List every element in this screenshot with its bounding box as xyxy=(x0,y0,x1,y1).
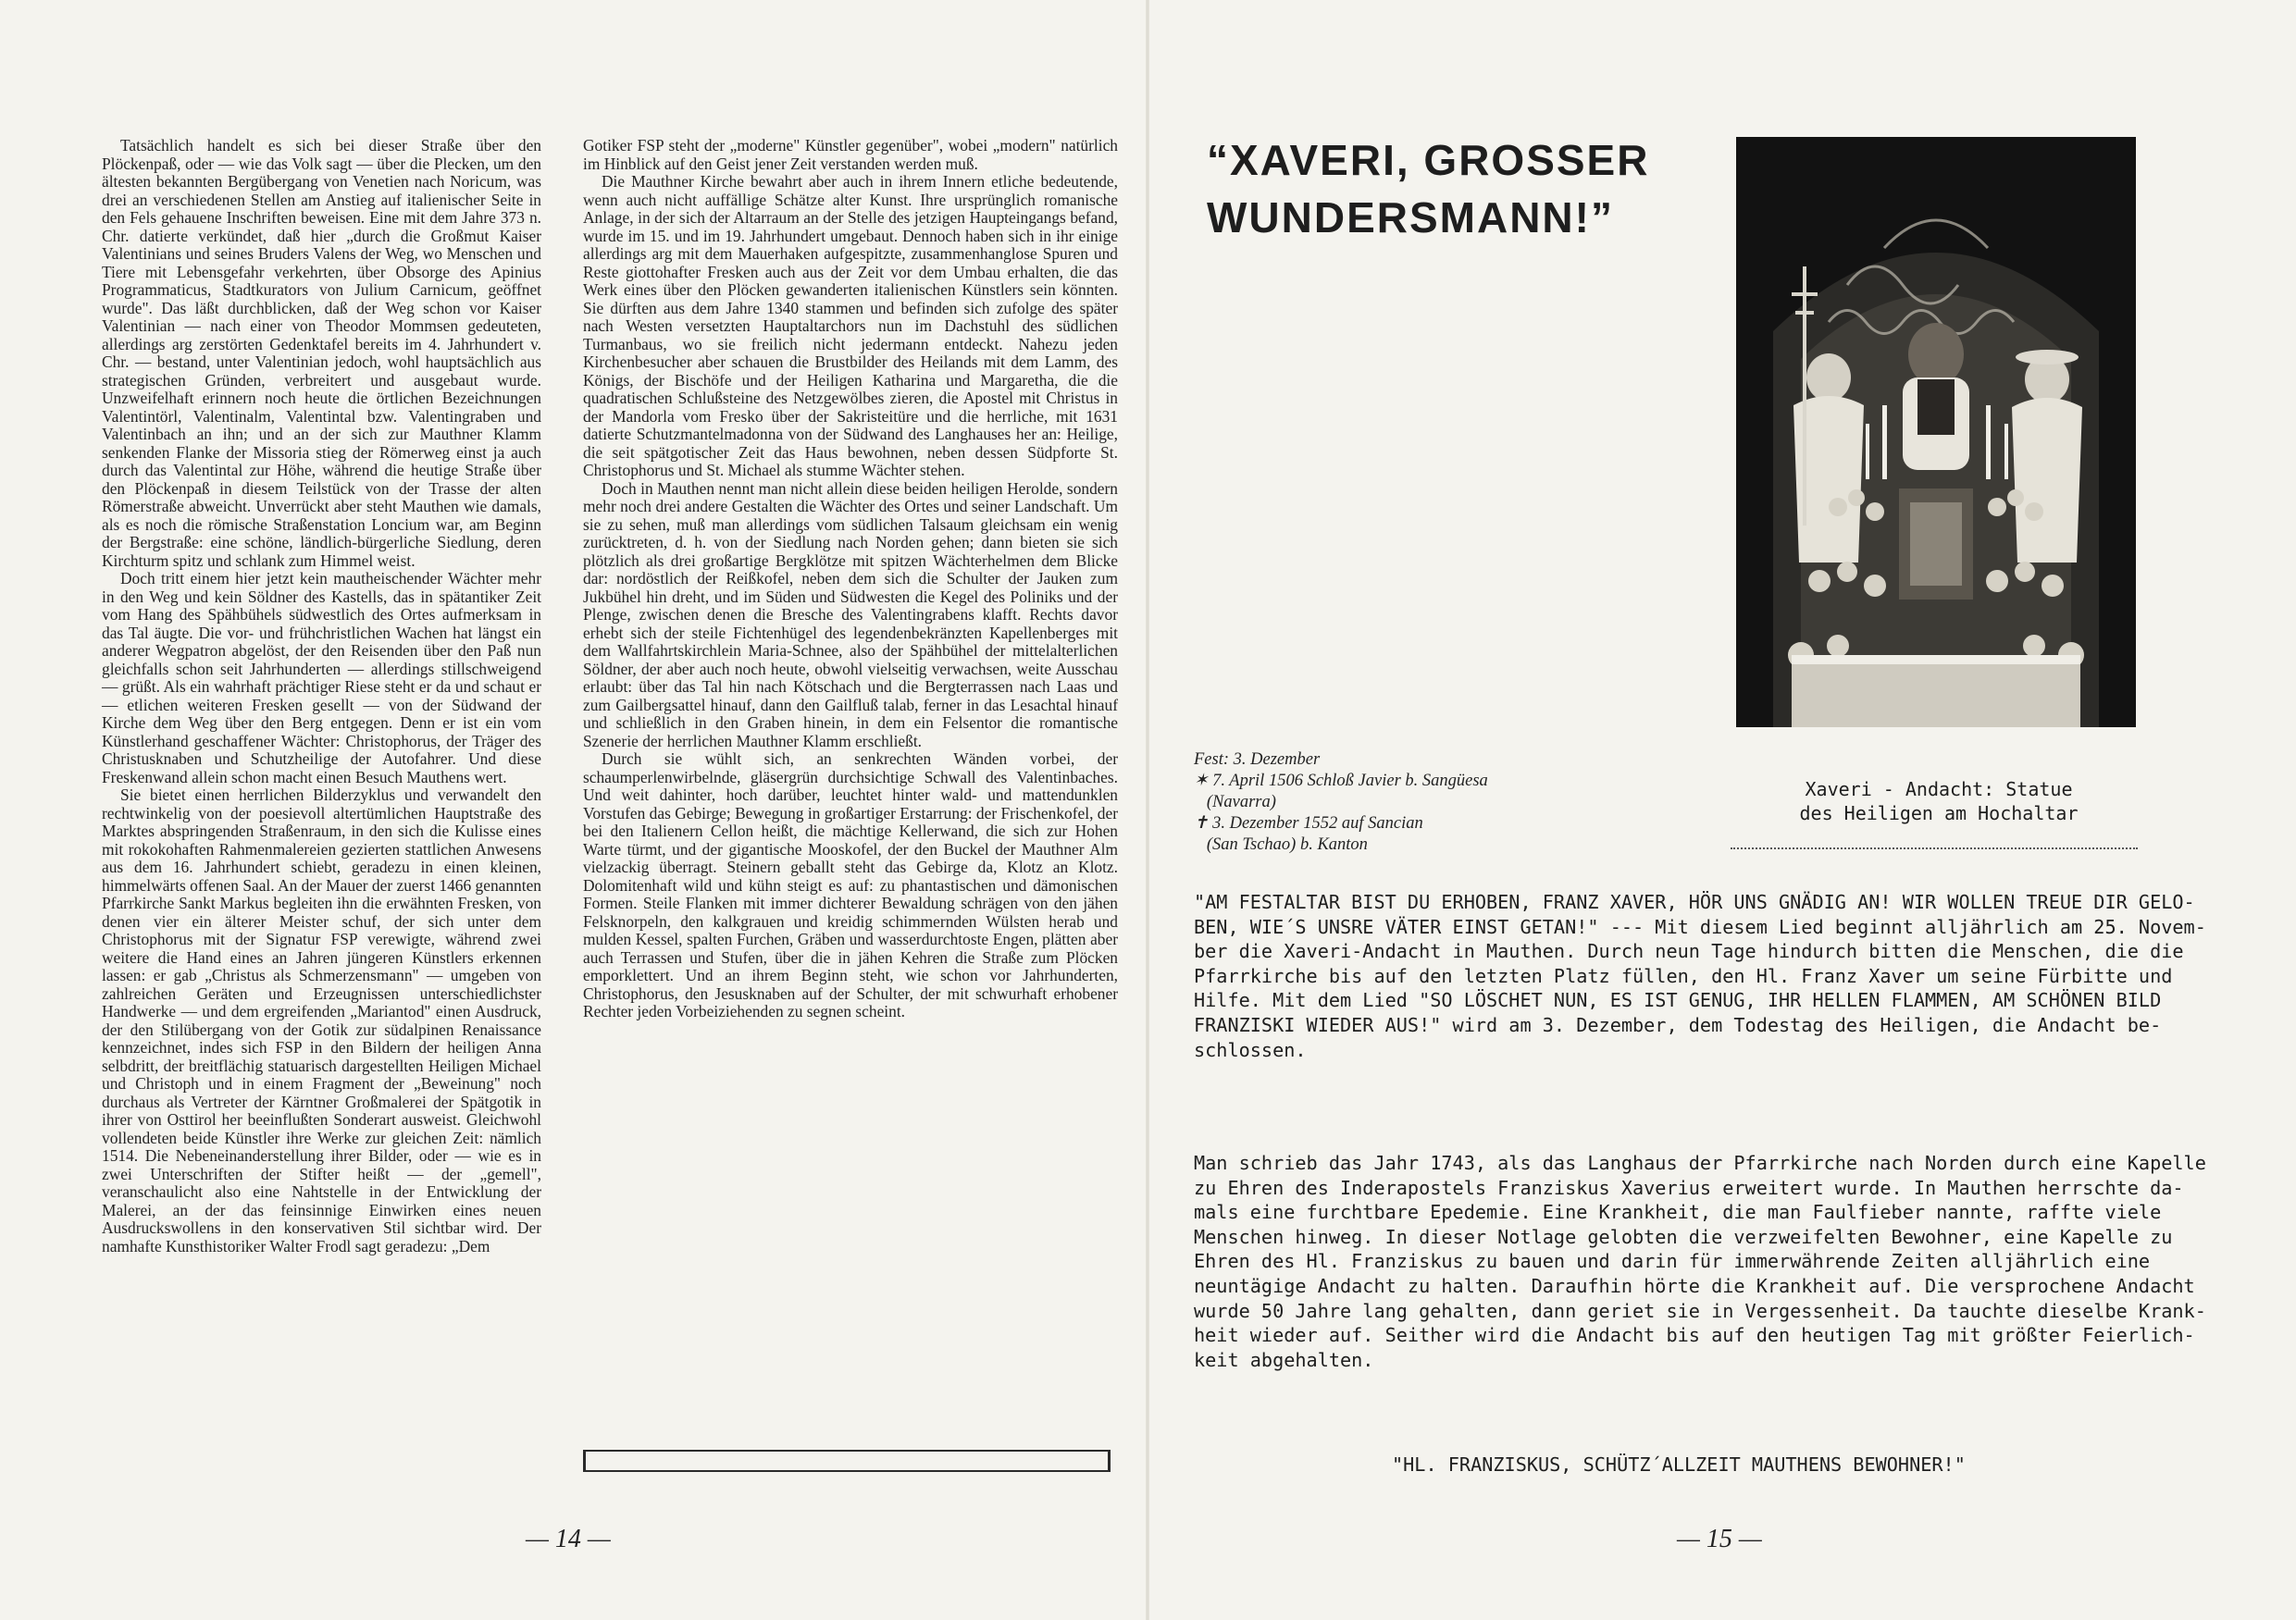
caption-line: Xaveri - Andacht: Statue xyxy=(1805,778,2073,800)
left-page xyxy=(0,0,1146,1620)
paragraph: Tatsächlich handelt es sich bei dieser Straße über den Plöckenpaß, oder — wie das Volk sagt — über die Plecken, um den ältesten bekannten Bergübergang von Venetien nach Noricum, was drei an verschiedenen Stellen am Anstieg auf italienischer Seite in den Fels gehauene Inschriften beweisen. Eine mit dem Jahre 373 n. Chr. datierte verkündet, daß hier „durch die Großmut Kaiser Valentinians und seines Bruders Valens der Weg, wo Menschen und Tiere mit Lebensgefahr verkehrten, über Obsorge des Apinius Programmaticus, Stadtkurators von Julium Carnicum, geöffnet wurde". Das läßt durchblicken, daß der Weg schon vor Kaiser Valentinian — nach einer von Theodor Mommsen gedeuteten, allerdings arg zerstörten Gedenktafel bereits im 4. Jahrhundert v. Chr. — bestand, unter Valentinian jedoch, wohl hauptsächlich aus strategischen Gründen, verbreitert und ausgebaut wurde. Unzweifelhaft erinnern noch heute die örtlichen Bezeichnungen Valentintörl, Valentinalm, Valentintal bzw. Valentingraben und Valentinbach an ihn; und an der sich zur Mauthner Klamm senkenden Flanke der Missoria stieg der Römerweg einst ja auch durch das Valentintal zur Höhe, während die heutige Straße über den Plöckenpaß in diesem Teilstück von der Trasse der alten Römerstraße abweicht. Unverrückt aber steht Mauthen wie damals, als es noch die römische Straßenstation Loncium war, am Beginn der Bergstraße: eine schöne, ländlich-bürgerliche Siedlung, deren Kirchturm spitz und schlank zum Himmel weist. xyxy=(102,136,541,570)
feast-line: Fest: 3. Dezember xyxy=(1194,750,1321,769)
paragraph: Doch tritt einem hier jetzt kein mautheischender Wächter mehr in den Weg und kein Söldner des Kastells, das in spätantiker Zeit vom Hang des Spähbühels südwestlich des Ortes aufmerksam in das Tal äugte. Die vor- und frühchristlichen Wachen hat längst ein anderer Wegpatron abgelöst, der den Reisenden über den Paß nun gleichfalls schon seit Jahrhunderten — allerdings stillschweigend — grüßt. Als ein wahrhaft prächtiger Riese steht er da und schaut er — etlichen weiteren Fresken gesellt — von der Südwand der Kirche dem Weg über den Berg entgegen. Denn er ist ein vom Künstlerhand geschaffener Wächter: Christophorus, der Träger des Christusknaben und Schutzheilige der Autofahrer. Und diese Freskenwand allein schon macht einen Besuch Mauthens wert. xyxy=(102,569,541,786)
right-page xyxy=(1149,0,2296,1620)
altar-photo xyxy=(1736,137,2136,727)
text-line: schlossen. xyxy=(1194,1038,1307,1061)
text-line: "HL. FRANZISKUS, SCHÜTZ´ALLZEIT MAUTHENS BEWOHNER!" xyxy=(1392,1453,1966,1476)
text-line: Menschen hinweg. In dieser Notlage gelobten die verzweifelten Bewohner, eine Kapelle zu xyxy=(1194,1225,2173,1248)
caption-divider xyxy=(1731,847,2138,851)
text-line: zu Ehren des Inderapostels Franziskus Xaverius erweitert wurde. In Mauthen herrschte da- xyxy=(1194,1176,2184,1199)
ornamental-divider xyxy=(583,1450,1111,1472)
text-line: Ehren des Hl. Franziskus zu bauen und darin für immerwährende Zeiten alljährlich eine xyxy=(1194,1250,2151,1273)
photo-caption xyxy=(1740,777,2138,825)
text-line: mals eine furchtbare Epedemie. Eine Krankheit, die man Faulfieber nannte, raffte viele xyxy=(1194,1201,2162,1224)
closing-prayer xyxy=(1392,1453,2296,1478)
article-headline xyxy=(1207,131,1650,246)
text-line: heit wieder auf. Seither wird die Andacht bis auf den heutigen Tag mit größter Feierlich- xyxy=(1194,1324,2195,1347)
paragraph: Gotiker FSP steht der „moderne" Künstler gegenüber", wobei „modern" natürlich im Hinblick auf den Geist jener Zeit verstanden werden muß. xyxy=(583,136,1118,173)
paragraph: Sie bietet einen herrlichen Bilderzyklus und verwandelt den rechtwinkelig von der poesievoll altertümlichen Hauptstraße des Marktes abspringenden Straßenraum, in den sich die Kulisse eines mit rokokohaften Rahmenmalereien gezierten stattlichen Anwesens aus dem 16. Jahrhundert schiebt, geradezu in einen kleinen, himmelwärts offenen Saal. An der Mauer der zuerst 1466 genannten Pfarrkirche Sankt Markus begleiten ihn die erwähnten Fresken, von denen vier ein älterer Meister schuf, der sich unter dem Christophorus mit der Signatur FSP verewigte, während zwei weitere die Hand eines an Jahren jüngeren Künstlers erkennen lassen: er gab „Christus als Schmerzensmann" — umgeben von zahlreichen Geräten und Erzeugnissen unterschiedlichster Handwerke — und dem ergreifenden „Mariantod" einen Ausdruck, der den Stilübergang von der Gotik zur südalpinen Renaissance kennzeichnet, indes sich FSP in den Bildern der heiligen Anna selbdritt, der breitflächig statuarisch dargestellten Heiligen Michael und Christoph und in einem Fragment der „Beweinung" noch durchaus als Vertreter der Kärntner Großmalerei der Spätgotik in ihrer von Osttirol her beeinflußten Sonderart ausweist. Gleichwohl vollendeten beide Künstler ihre Werke zur gleichen Zeit: nämlich 1514. Die Nebeneinanderstellung ihrer Bilder, oder — wie es in zwei Unterschriften der Stifter heißt — der „gemell", veranschaulicht also eine Nahtstelle in der Entwicklung der Malerei, an der das feinsinnige Einwirken eines neuen Ausdruckswollens in den konservativen Stil sichtbar wird. Der namhafte Kunsthistoriker Walter Frodl sagt geradezu: „Dem xyxy=(102,785,541,1255)
paragraph: Die Mauthner Kirche bewahrt aber auch in ihrem Innern etliche bedeutende, wenn auch nicht auffällige Schätze alter Kunst. Ihre ursprünglich romanische Anlage, in der sich der Altarraum an der Stelle des jetzigen Haupteingangs befand, wurde im 15. und im 19. Jahrhundert umgebaut. Dennoch haben sich in ihr einige allerdings arg mit dem Mauerhaken aufgespitzte, zusammenhanglose Spuren und Reste giottohafter Fresken auch aus der Zeit vor dem Umbau erhalten, die das Werk eines über den Plöcken gewanderten italienischen Künstlers sein könnten. Sie dürften aus dem Jahre 1340 stammen und befinden sich zufolge des später nach Westen versetzten Hauptaltarchors nun im Dachstuhl des südlichen Turmanbaus, wo sie freilich nicht jedermann entdeckt. Nahezu jeden Kirchenbesucher aber schauen die Brustbilder des Heilands mit dem Lamm, des Königs, der Bischöfe und der Heiligen Katharina und Margaretha, die die quadratischen Schlußsteine des Netzgewölbes zieren, die Apostel mit Christus in der Mandorla vom Fresko über der Sakristeitüre und die herrliche, mit 1631 datierte Schutzmantelmadonna von der Südwand des Langhauses her an: Heilige, die seit spätgotischer Zeit das Haus bewohnen, neben dessen Südpforte St. Christophorus und St. Michael als stumme Wächter stehen. xyxy=(583,172,1118,479)
text-line: Man schrieb das Jahr 1743, als das Langhaus der Pfarrkirche nach Norden durch eine Kapelle xyxy=(1194,1152,2206,1174)
body-paragraph-1 xyxy=(1194,890,2258,1062)
left-column xyxy=(102,137,541,1255)
body-paragraph-2 xyxy=(1194,1151,2258,1372)
text-line: ber die Xaveri-Andacht in Mauthen. Durch neun Tage hindurch bitten die Menschen, die die xyxy=(1194,940,2184,963)
feast-line: ✶ 7. April 1506 Schloß Javier b. Sangüesa xyxy=(1194,772,1488,790)
caption-line: des Heiligen am Hochaltar xyxy=(1799,802,2079,824)
headline-line: WUNDERSMANN!” xyxy=(1207,193,1614,241)
headline-line: “XAVERI, GROSSER xyxy=(1207,136,1650,184)
feast-line: (Navarra) xyxy=(1194,793,1276,811)
text-line: neuntägige Andacht zu halten. Daraufhin hörte die Krankheit auf. Die versprochene Andacht xyxy=(1194,1274,2195,1297)
text-line: keit abgehalten. xyxy=(1194,1348,1374,1371)
right-column xyxy=(583,137,1118,1021)
text-line: FRANZISKI WIEDER AUS!" wird am 3. Dezember, dem Todestag des Heiligen, die Andacht be- xyxy=(1194,1013,2162,1036)
paragraph: Durch sie wühlt sich, an senkrechten Wänden vorbei, der schaumperlenwirbelnde, gläsergrün durchsichtige Schwall des Valentinbaches. Und weit dahinter, hoch darüber, leuchtet hinter wald- und mattendunklen Vorstufen das Gebirge; Bewegung in großartiger Erstarrung: der Frischenkofel, der bei den Italienern Cellon heißt, die mächtige Kellerwand, die sich zur Hohen Warte türmt, und der gigantische Mooskofel, der den Buckel der Mauthner Alm vielzackig überragt. Steinern geballt steht das Gebirge da, Klotz an Klotz. Dolomitenhaft wild und kühn steigt es auf: zu phantastischen und dämonischen Formen. Steile Flanken mit immer dichterer Bewaldung schrägen von den jähen Felsknorpeln, den kalkgrauen und kreidig schimmernden Wülsten herab und mulden Kessel, spalten Furchen, Gräben und wasserdurchtoste Engen, plätten aber auch Terrassen und Stufen, über die in jähen Kehren die Straße zum Plöcken emporklettert. Und an ihrem Beginn steht, wie schon vor Jahrhunderten, Christophorus, den Jesusknaben auf der Schulter, der mit schwurhaft erhobener Rechter jeden Vorbeiziehenden zu segnen scheint. xyxy=(583,749,1118,1020)
feast-info xyxy=(1194,749,1508,856)
page-number: — 15 — xyxy=(1677,1525,1762,1553)
text-line: "AM FESTALTAR BIST DU ERHOBEN, FRANZ XAVER, HÖR UNS GNÄDIG AN! WIR WOLLEN TREUE DIR GELO- xyxy=(1194,891,2195,913)
paragraph: Doch in Mauthen nennt man nicht allein diese beiden heiligen Herolde, sondern mehr noch drei andere Gestalten die Wächter des Ortes und seiner Landschaft. Um sie zu sehen, muß man allerdings vom südlichen Talsaum gleichsam ein wenig zurücktreten, d. h. von der Siedlung nach Norden gehen; dann bieten sie sich plötzlich als drei großartige Bergklötze mit spitzen Wächterhelmen dem Blicke dar: nordöstlich der Reißkofel, neben dem sich die Schulter der Jauken zum Jukbühel hin dreht, und im Süden und Südwesten die Kegel des Poliniks und der Plenge, zwischen denen die Bresche des Valentingrabens klafft. Rechts davor erhebt sich der steile Fichtenhügel des legendenbekränzten Kapellenberges mit dem Wallfahrtskirchlein Maria-Schnee, also der Spähbühel der mittelalterlichen Söldner, der aber auch noch heute, obwohl vielseitig verwachsen, weite Ausschau erlaubt: über das Tal hin nach Kötschach und die Bergterrassen nach Laas und zum Gailbergsattel hinauf, dann den Gailfluß talab, ferner in das Lesachtal hinauf und schließlich in den Graben hinein, in dem ein Felsentor die romantische Szenerie der herrlichen Mauthner Klamm erschließt. xyxy=(583,478,1118,750)
text-line: wurde 50 Jahre lang gehalten, dann geriet sie in Vergessenheit. Da tauchte dieselbe Krank- xyxy=(1194,1299,2206,1322)
text-line: Pfarrkirche bis auf den letzten Platz füllen, den Hl. Franz Xaver um seine Fürbitte und xyxy=(1194,964,2173,987)
feast-line: ✝ 3. Dezember 1552 auf Sancian xyxy=(1194,814,1423,833)
feast-line: (San Tschao) b. Kanton xyxy=(1194,835,1368,854)
text-line: BEN, WIE´S UNSRE VÄTER EINST GETAN!" --- Mit diesem Lied beginnt alljährlich am 25. Novem- xyxy=(1194,915,2206,938)
page-number: — 14 — xyxy=(526,1525,611,1553)
text-line: Hilfe. Mit dem Lied "SO LÖSCHET NUN, ES IST GENUG, IHR HELLEN FLAMMEN, AM SCHÖNEN BILD xyxy=(1194,989,2162,1012)
altar-statue-image xyxy=(1736,137,2136,727)
